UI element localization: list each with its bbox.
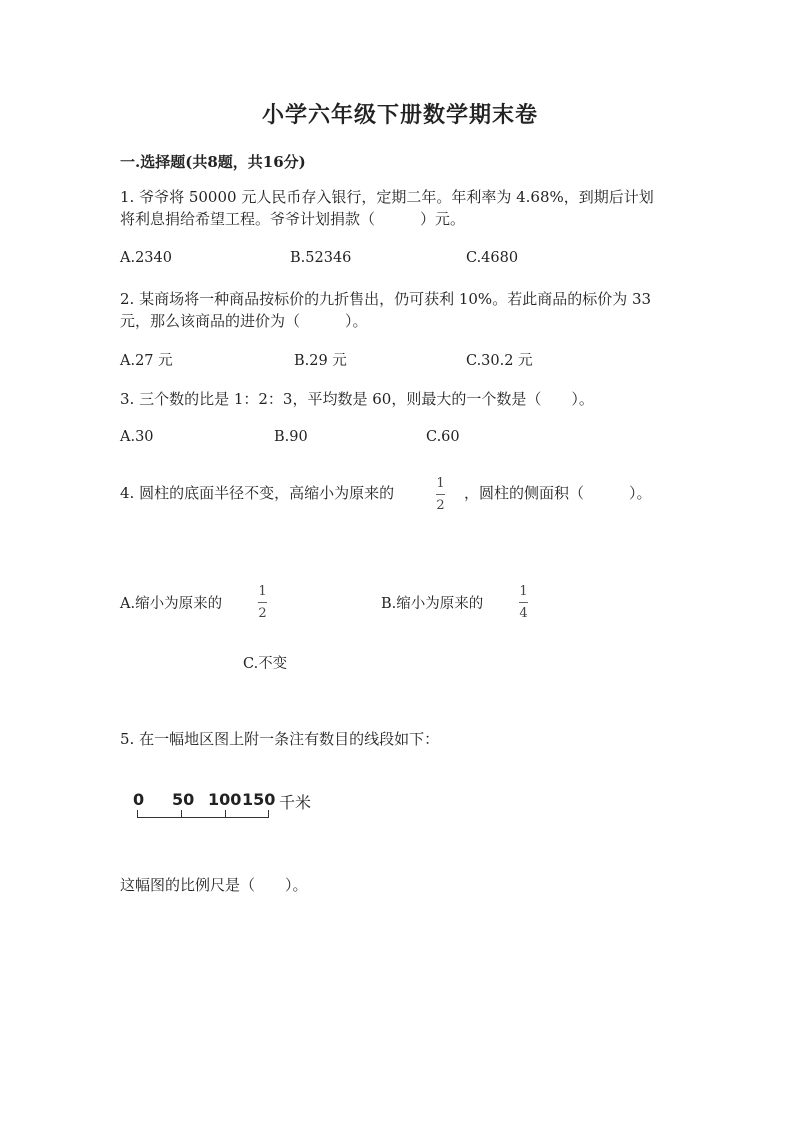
- question-4-option-a-fraction: [258, 584, 267, 621]
- scale-tick: [181, 810, 182, 818]
- question-2-option-c[interactable]: C.30.2 元: [466, 353, 533, 369]
- question-4-option-a[interactable]: A.缩小为原来的: [120, 596, 223, 612]
- fraction-denominator: 2: [258, 606, 267, 621]
- scale-line: [137, 817, 269, 818]
- question-3-line-1: 3. 三个数的比是 1：2：3，平均数是 60，则最大的一个数是（ ）。: [120, 390, 594, 408]
- section-heading: 一.选择题(共8题，共16分): [120, 153, 306, 171]
- question-4-option-c[interactable]: C.不变: [243, 656, 288, 672]
- fraction-bar: [436, 494, 445, 495]
- question-2-line-2: 元，那么该商品的进价为（ ）。: [120, 312, 368, 330]
- scale-tick: [225, 810, 226, 818]
- question-1-option-c[interactable]: C.4680: [466, 250, 519, 266]
- fraction-denominator: 4: [519, 606, 528, 621]
- scale-label-100: 100: [208, 790, 242, 809]
- question-5-followup: 这幅图的比例尺是（ ）。: [120, 876, 308, 894]
- scale-label-50: 50: [172, 790, 195, 809]
- question-4-fraction: [436, 476, 445, 513]
- scale-bar: [133, 790, 333, 830]
- fraction-bar: [519, 602, 528, 603]
- question-5-line-1: 5. 在一幅地区图上附一条注有数目的线段如下：: [120, 730, 440, 748]
- question-3-option-a[interactable]: A.30: [120, 429, 154, 445]
- question-1-line-2: 将利息捐给希望工程。爷爷计划捐款（ ）元。: [120, 210, 466, 228]
- fraction-numerator: 1: [519, 584, 528, 599]
- page-title: 小学六年级下册数学期末卷: [261, 102, 538, 128]
- question-1-line-1: 1. 爷爷将 50000 元人民币存入银行，定期二年。年利率为 4.68%，到期后计划: [120, 188, 654, 206]
- question-2-option-b[interactable]: B.29 元: [294, 353, 347, 369]
- fraction-numerator: 1: [436, 476, 445, 491]
- question-4-text-before: 4. 圆柱的底面半径不变，高缩小为原来的: [120, 484, 395, 502]
- scale-label-150: 150: [242, 790, 276, 809]
- fraction-numerator: 1: [258, 584, 267, 599]
- question-2-option-a[interactable]: A.27 元: [120, 353, 173, 369]
- question-3-option-c[interactable]: C.60: [426, 429, 460, 445]
- scale-unit: 千米: [279, 793, 312, 812]
- question-1-option-b[interactable]: B.52346: [290, 250, 352, 266]
- question-1-option-a[interactable]: A.2340: [120, 250, 172, 266]
- question-3-option-b[interactable]: B.90: [274, 429, 308, 445]
- fraction-denominator: 2: [436, 498, 445, 513]
- question-4-option-b[interactable]: B.缩小为原来的: [381, 596, 484, 612]
- question-2-line-1: 2. 某商场将一种商品按标价的九折售出，仍可获利 10%。若此商品的标价为 33: [120, 290, 652, 308]
- fraction-bar: [258, 602, 267, 603]
- scale-tick: [268, 810, 269, 818]
- question-4-option-b-fraction: [519, 584, 528, 621]
- question-4-text-after: ，圆柱的侧面积（ ）。: [464, 484, 652, 502]
- scale-label-0: 0: [133, 790, 145, 809]
- scale-tick: [137, 810, 138, 818]
